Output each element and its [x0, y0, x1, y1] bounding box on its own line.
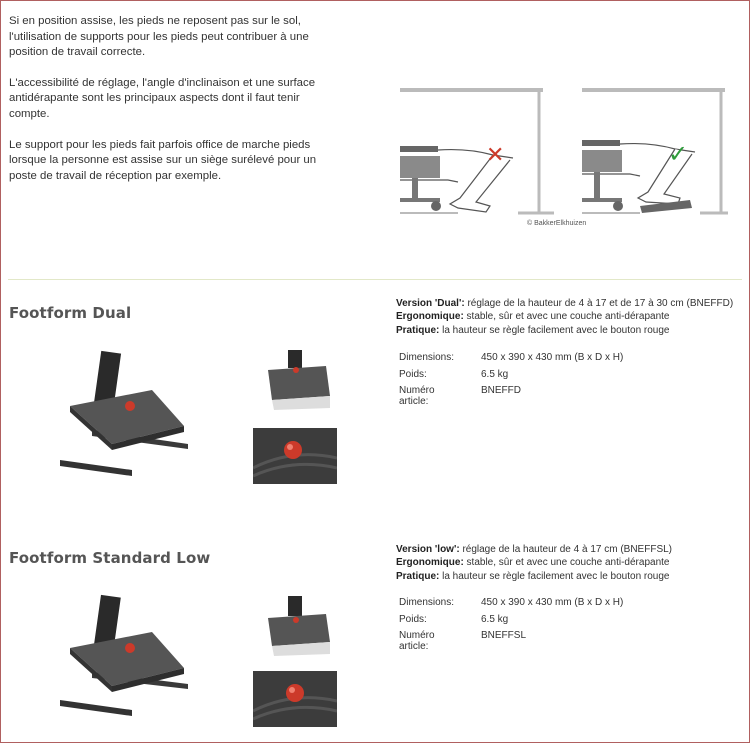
spec-key: Numéro article: [399, 630, 435, 652]
version-text: réglage de la hauteur de 4 à 17 cm (BNEFFSL) [459, 544, 673, 555]
ergonomic-text: stable, sûr et avec une couche anti-dérapante [463, 557, 670, 569]
practical-text: la hauteur se règle facilement avec le bouton rouge [439, 570, 670, 582]
illustration-credit: © BakkerElkhuizen [527, 220, 587, 227]
product-title: Footform Standard Low [9, 549, 211, 567]
right-mark: ✓ [668, 140, 689, 168]
spec-key: Numéro article: [399, 385, 435, 407]
posture-wrong-panel [400, 90, 554, 213]
posture-illustration [398, 80, 728, 232]
intro-paragraph: Si en position assise, les pieds ne reposent pas sur le sol, l'utilisation de supports pour les pieds peut contribuer à une position de travail correcte. [9, 15, 309, 59]
ergonomic-label: Ergonomique: [396, 557, 464, 569]
wrong-mark: ✕ [486, 143, 505, 168]
product-description [396, 543, 741, 583]
practical-label: Pratique: [396, 570, 440, 582]
spec-key: Dimensions: [399, 597, 455, 608]
section-divider [8, 279, 742, 280]
ergonomic-label: Ergonomique: [396, 311, 464, 323]
intro-paragraph: Le support pour les pieds fait parfois office de marche pieds lorsque la personne est assise sur un siège surélevé pour un poste de travail de réception par exemple. [9, 138, 317, 182]
posture-right-panel [582, 90, 728, 213]
product-description [396, 297, 741, 337]
version-label: Version 'Dual': [396, 298, 465, 309]
spec-key: Dimensions: [399, 352, 455, 363]
spec-value: BNEFFSL [481, 630, 527, 641]
intro-text [9, 14, 339, 184]
footrest-image [52, 592, 200, 722]
spec-value: BNEFFD [481, 385, 521, 396]
spec-value: 450 x 390 x 430 mm (B x D x H) [481, 597, 624, 608]
footrest-side-thumb [266, 594, 332, 656]
red-knob-closeup [253, 428, 337, 484]
practical-text: la hauteur se règle facilement avec le bouton rouge [439, 324, 670, 336]
red-knob-closeup [253, 671, 337, 727]
footrest-image [52, 348, 200, 478]
spec-value: 450 x 390 x 430 mm (B x D x H) [481, 352, 624, 363]
spec-value: 6.5 kg [481, 368, 509, 380]
spec-key: Poids: [399, 368, 427, 380]
ergonomic-text: stable, sûr et avec une couche anti-dérapante [463, 311, 670, 323]
version-text: réglage de la hauteur de 4 à 17 et de 17 à 30 cm (BNEFFD) [464, 298, 734, 309]
product-title: Footform Dual [9, 304, 132, 322]
intro-paragraph: L'accessibilité de réglage, l'angle d'inclinaison et une surface antidérapante sont les principaux aspects dont il faut tenir compte. [9, 76, 316, 120]
spec-value: 6.5 kg [481, 613, 509, 625]
footrest-side-thumb [266, 348, 332, 410]
version-label: Version 'low': [396, 544, 460, 555]
spec-key: Poids: [399, 613, 427, 625]
practical-label: Pratique: [396, 324, 440, 336]
